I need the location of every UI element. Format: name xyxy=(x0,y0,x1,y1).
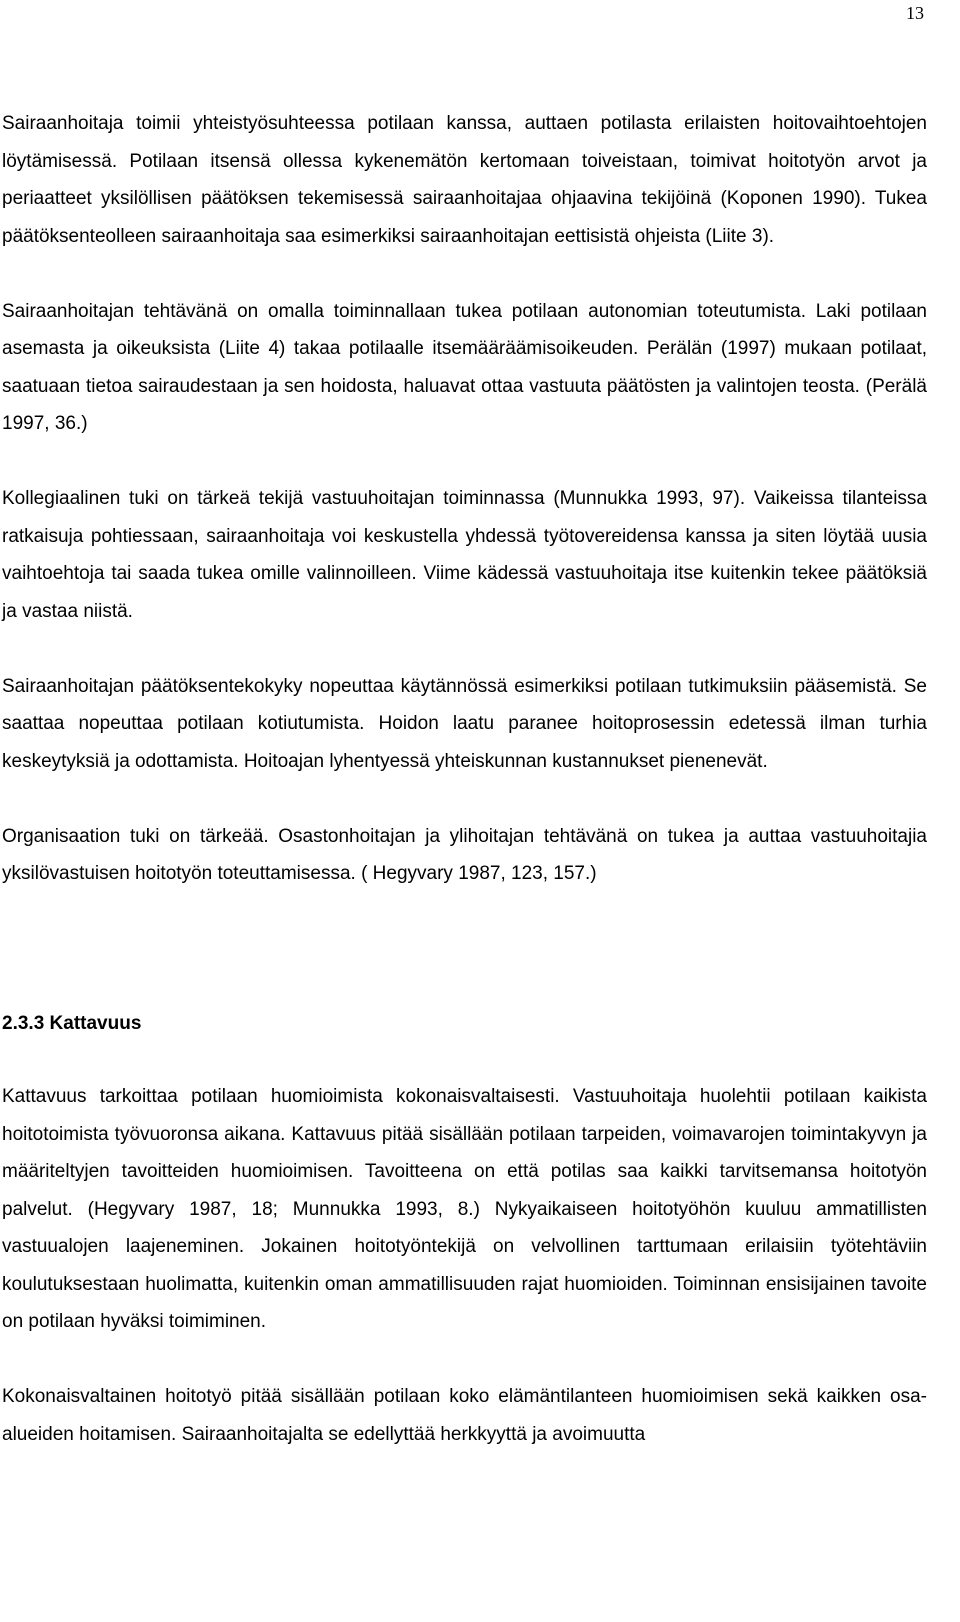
paragraph-collaboration: Sairaanhoitaja toimii yhteistyösuhteessa potilaan kanssa, auttaen potilasta erilaisten hoitovaihtoehtojen löytämisessä. Potilaan itsensä ollessa kykenemätön kertomaan toiveistaan, toimivat hoitotyön arvot ja periaatteet yksilöllisen päätöksen tekemisessä sairaanhoitajaa ohjaavina tekijöinä (Koponen 1990). Tukea päätöksenteolleen sairaanhoitaja saa esimerkiksi sairaanhoitajan eettisistä ohjeista (Liite 3). xyxy=(2,113,927,247)
document-body xyxy=(2,105,927,1453)
page-number: 13 xyxy=(906,3,924,23)
paragraph-organisation-support: Organisaation tuki on tärkeää. Osastonhoitajan ja ylihoitajan tehtävänä on tukea ja auttaa vastuuhoitajia yksilövastuisen hoitotyön toteuttamisessa. ( Hegyvary 1987, 123, 157.) xyxy=(2,825,927,884)
paragraph-autonomy: Sairaanhoitajan tehtävänä on omalla toiminnallaan tukea potilaan autonomian toteutumista. Laki potilaan asemasta ja oikeuksista (Liite 4) takaa potilaalle itsemääräämisoikeuden. Perälän (1997) mukaan potilaat, saatuaan tietoa sairaudestaan ja sen hoidosta, haluavat ottaa vastuuta päätösten ja valintojen teosta. (Perälä 1997, 36.) xyxy=(2,300,927,434)
paragraph-collegial-support: Kollegiaalinen tuki on tärkeä tekijä vastuuhoitajan toiminnassa (Munnukka 1993, 97). Vaikeissa tilanteissa ratkaisuja pohtiessaan, sairaanhoitaja voi keskustella yhdessä työtovereidensa kanssa ja siten löytää uusia vaihtoehtoja tai saada tukea omille valinnoilleen. Viime kädessä vastuuhoitaja itse kuitenkin tekee päätöksiä ja vastaa niistä. xyxy=(2,488,927,622)
section-heading: 2.3.3 Kattavuus xyxy=(2,1012,142,1034)
paragraph-decision-making: Sairaanhoitajan päätöksentekokyky nopeuttaa käytännössä esimerkiksi potilaan tutkimuksiin pääsemistä. Se saattaa nopeuttaa potilaan kotiutumista. Hoidon laatu paranee hoitoprosessin edetessä ilman turhia keskeytyksiä ja odottamista. Hoitoajan lyhentyessä yhteiskunnan kustannukset pienenevät. xyxy=(2,675,927,772)
paragraph-holistic-care: Kokonaisvaltainen hoitotyö pitää sisällään potilaan koko elämäntilanteen huomioimisen sekä kaikken osa-alueiden hoitamisen. Sairaanhoitajalta se edellyttää herkkyyttä ja avoimuutta xyxy=(2,1386,927,1445)
paragraph-coverage: Kattavuus tarkoittaa potilaan huomioimista kokonaisvaltaisesti. Vastuuhoitaja huolehtii potilaan kaikista hoitotoimista työvuoronsa aikana. Kattavuus pitää sisällään potilaan tarpeiden, voimavarojen toimintakyvyn ja määriteltyjen tavoitteiden huomioimisen. Tavoitteena on että potilas saa kaikki tarvitsemansa hoitotyön palvelut. (Hegyvary 1987, 18; Munnukka 1993, 8.) Nykyaikaiseen hoitotyöhön kuuluu ammatillisten vastuualojen laajeneminen. Jokainen hoitotyöntekijä on velvollinen tarttumaan erilaisiin työtehtäviin koulutuksestaan huolimatta, kuitenkin oman ammatillisuuden rajat huomioiden. Toiminnan ensisijainen tavoite on potilaan hyväksi toimiminen. xyxy=(2,1086,927,1332)
